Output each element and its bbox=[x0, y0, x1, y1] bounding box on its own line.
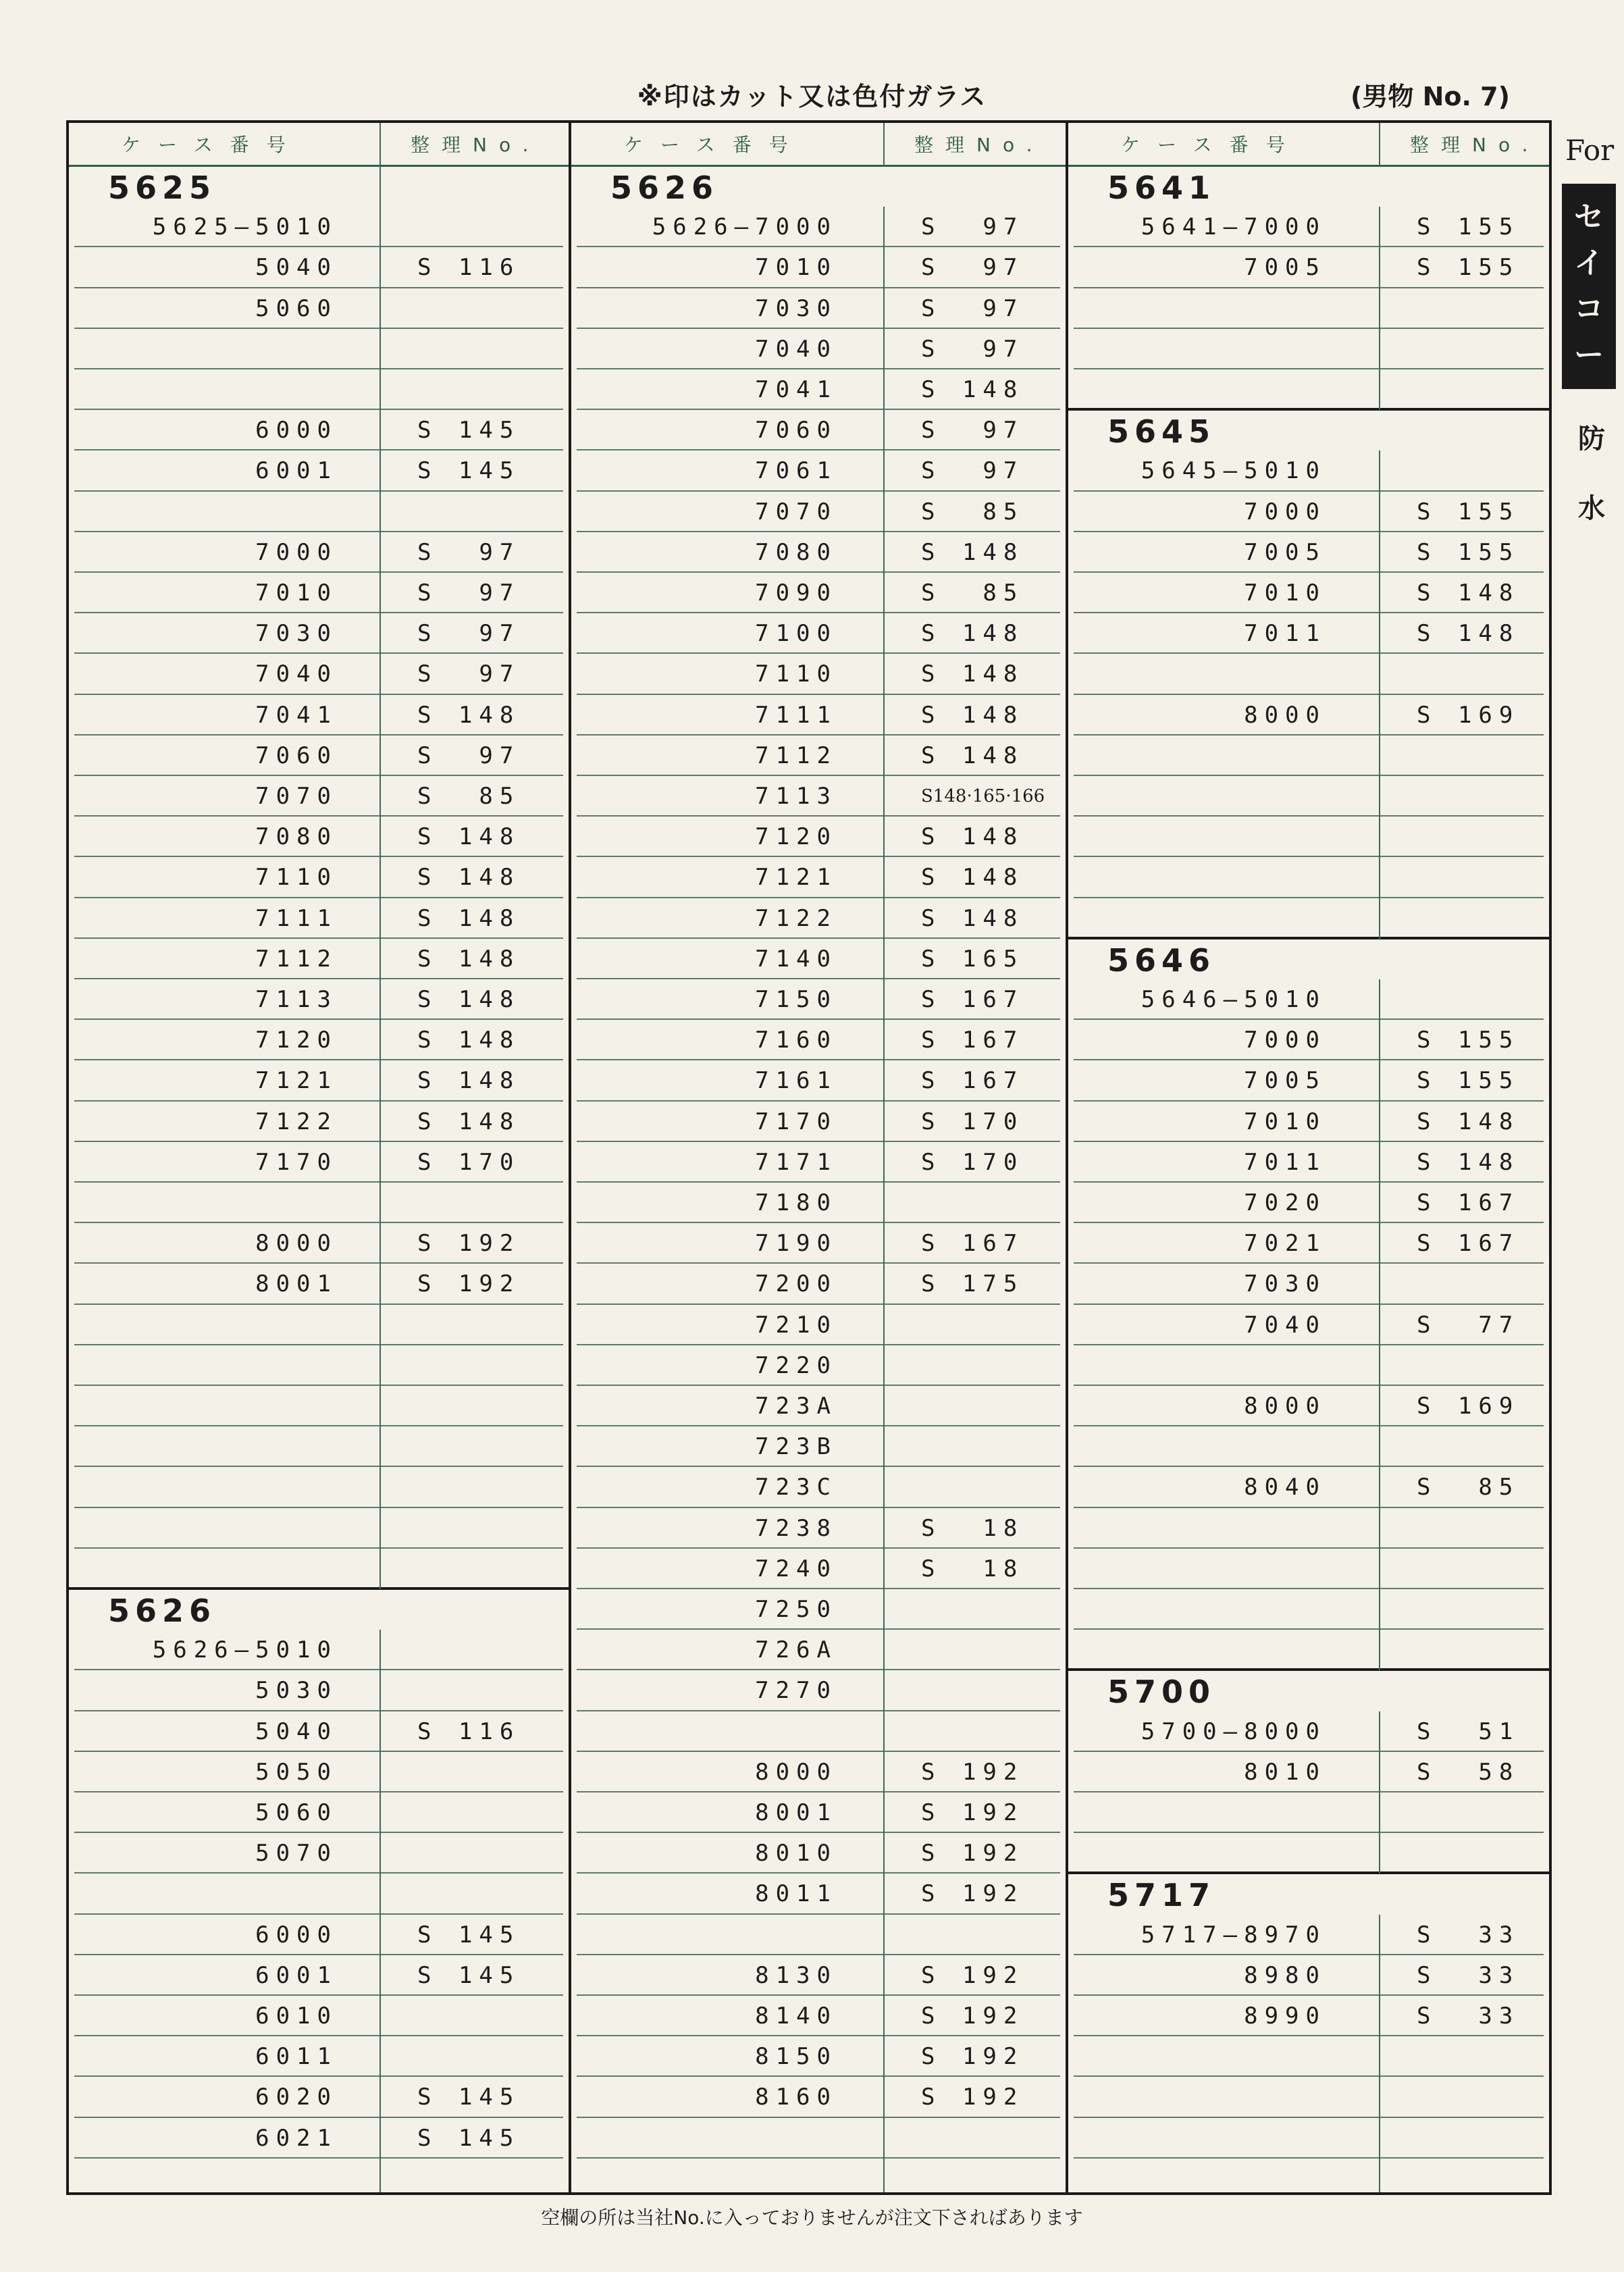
subcolumn-divider bbox=[1379, 207, 1380, 410]
section-divider bbox=[1068, 408, 1549, 411]
case-number: 6001 bbox=[255, 1961, 338, 1989]
ref-number: S 192 bbox=[921, 1840, 1024, 1867]
section-label: 5641 bbox=[1107, 170, 1216, 206]
case-number: 7113 bbox=[755, 783, 837, 810]
case-number: 7220 bbox=[755, 1351, 837, 1379]
side-category bbox=[1578, 417, 1605, 525]
case-number: 5040 bbox=[255, 1718, 338, 1745]
section-label: 5700 bbox=[1107, 1674, 1216, 1711]
row-rule bbox=[1074, 1791, 1544, 1792]
ref-no-header: 整理No. bbox=[1410, 134, 1540, 156]
brand-char: セ bbox=[1574, 200, 1604, 234]
category-char: 防 bbox=[1578, 423, 1605, 455]
row-rule bbox=[1074, 775, 1544, 776]
ref-number: S 148 bbox=[417, 986, 521, 1013]
case-number: 8130 bbox=[755, 1961, 837, 1989]
case-number: 726A bbox=[755, 1636, 837, 1664]
section-label: 5646 bbox=[1107, 941, 1216, 979]
row-rule bbox=[74, 1385, 563, 1386]
case-number: 7180 bbox=[755, 1189, 837, 1216]
ref-number: S 155 bbox=[1417, 498, 1520, 525]
case-number: 8010 bbox=[1244, 1758, 1326, 1786]
ref-no-header: 整理No. bbox=[411, 134, 541, 156]
section-divider bbox=[1068, 1668, 1549, 1671]
row-rule bbox=[74, 2157, 563, 2159]
ref-number: S 148 bbox=[417, 864, 521, 892]
case-number: 5030 bbox=[255, 1677, 338, 1705]
ref-number: S 167 bbox=[921, 1027, 1024, 1054]
subcolumn-divider bbox=[883, 207, 885, 2192]
ref-number: S 170 bbox=[921, 1148, 1024, 1176]
case-number: 7000 bbox=[1244, 1027, 1326, 1054]
case-number: 7111 bbox=[755, 701, 837, 729]
case-number: 7170 bbox=[755, 1108, 837, 1135]
row-rule bbox=[74, 1466, 563, 1467]
ref-number: S 97 bbox=[921, 417, 1024, 444]
case-number: 7171 bbox=[755, 1148, 837, 1176]
row-rule bbox=[1074, 856, 1544, 857]
row-rule bbox=[1074, 1507, 1544, 1508]
case-number: 6010 bbox=[255, 2003, 338, 2030]
subcolumn-divider bbox=[1379, 1711, 1380, 1874]
ref-number: S 148 bbox=[417, 701, 521, 729]
row-rule bbox=[1074, 2035, 1544, 2036]
ref-number: S 33 bbox=[1417, 2003, 1520, 2030]
case-number: 7021 bbox=[1244, 1230, 1326, 1258]
section-label: 5645 bbox=[1107, 413, 1216, 450]
case-number: 7080 bbox=[255, 823, 338, 851]
case-number: 7112 bbox=[255, 945, 338, 973]
ref-number: S 97 bbox=[417, 579, 521, 606]
ref-number: S 167 bbox=[1417, 1230, 1520, 1258]
case-number: 7010 bbox=[755, 254, 837, 282]
row-rule bbox=[74, 1344, 563, 1345]
case-number: 8001 bbox=[755, 1799, 837, 1826]
ref-number: S 148 bbox=[417, 1027, 521, 1054]
side-for-label: For bbox=[1565, 134, 1615, 167]
case-number: 7030 bbox=[1244, 1270, 1326, 1298]
row-rule bbox=[1074, 1344, 1544, 1345]
ref-number: S 18 bbox=[921, 1514, 1024, 1542]
case-number: 5060 bbox=[255, 294, 338, 322]
ref-number: S 58 bbox=[1417, 1758, 1520, 1786]
ref-number: S 145 bbox=[417, 2084, 521, 2111]
case-number: 7120 bbox=[255, 1027, 338, 1054]
footer-note: 空欄の所は当社No.に入っておりませんが注文下さればあります bbox=[541, 2206, 1083, 2229]
ref-number: S 85 bbox=[417, 783, 521, 810]
row-rule bbox=[577, 1710, 1060, 1711]
case-number: 7005 bbox=[1244, 254, 1326, 282]
ref-number: S 97 bbox=[417, 538, 521, 566]
ref-number: S 148 bbox=[921, 620, 1024, 648]
case-no-header: ケース番号 bbox=[122, 134, 303, 156]
ref-number: S 145 bbox=[417, 457, 521, 485]
row-rule bbox=[1074, 328, 1544, 329]
ref-number: S 97 bbox=[921, 457, 1024, 485]
ref-number: S 145 bbox=[417, 1921, 521, 1948]
table-column-2 bbox=[569, 123, 1066, 2192]
subcolumn-divider bbox=[379, 1630, 381, 2192]
row-rule bbox=[1074, 1588, 1544, 1589]
case-number: 7121 bbox=[755, 864, 837, 892]
row-rule bbox=[1074, 1832, 1544, 1833]
row-rule bbox=[1074, 2117, 1544, 2118]
ref-number: S 148 bbox=[1417, 1108, 1520, 1135]
case-number: 7041 bbox=[255, 701, 338, 729]
ref-number: S 148 bbox=[921, 701, 1024, 729]
case-no-header: ケース番号 bbox=[1121, 134, 1303, 156]
case-number: 6000 bbox=[255, 417, 338, 444]
row-rule bbox=[74, 1425, 563, 1426]
brand-char: コ bbox=[1574, 292, 1604, 326]
section-divider bbox=[1068, 1871, 1549, 1874]
case-number: 5626—5010 bbox=[152, 1636, 338, 1664]
case-number: 8000 bbox=[255, 1230, 338, 1258]
ref-number: S 148 bbox=[921, 864, 1024, 892]
case-number: 7200 bbox=[755, 1270, 837, 1298]
row-rule bbox=[74, 1547, 563, 1549]
row-rule bbox=[74, 490, 563, 492]
subcolumn-divider bbox=[1379, 123, 1380, 166]
case-number: 6020 bbox=[255, 2084, 338, 2111]
case-number: 7060 bbox=[755, 417, 837, 444]
row-rule bbox=[74, 1872, 563, 1874]
case-number: 8000 bbox=[1244, 701, 1326, 729]
case-number: 7041 bbox=[755, 376, 837, 403]
case-number: 5641—7000 bbox=[1141, 213, 1326, 241]
row-rule bbox=[1074, 897, 1544, 898]
case-number: 7040 bbox=[1244, 1311, 1326, 1339]
case-number: 7060 bbox=[255, 742, 338, 769]
section-divider bbox=[69, 1587, 569, 1590]
ref-number: S 170 bbox=[417, 1148, 521, 1176]
case-number: 7150 bbox=[755, 986, 837, 1013]
ref-number: S 85 bbox=[921, 498, 1024, 525]
ref-number: S 148 bbox=[1417, 620, 1520, 648]
ref-number: S 167 bbox=[1417, 1189, 1520, 1216]
case-number: 6021 bbox=[255, 2124, 338, 2152]
case-number: 7170 bbox=[255, 1148, 338, 1176]
case-number: 7120 bbox=[755, 823, 837, 851]
ref-number: S 169 bbox=[1417, 701, 1520, 729]
row-rule bbox=[1074, 1547, 1544, 1549]
ref-number: S 155 bbox=[1417, 1027, 1520, 1054]
row-rule bbox=[1074, 1425, 1544, 1426]
parts-table bbox=[66, 120, 1552, 2195]
ref-number: S 192 bbox=[921, 1758, 1024, 1786]
document-label: (男物 No. 7) bbox=[1351, 82, 1510, 111]
ref-number: S 192 bbox=[921, 1799, 1024, 1826]
ref-number: S 148 bbox=[1417, 579, 1520, 606]
case-number: 7010 bbox=[255, 579, 338, 606]
ref-number: S 116 bbox=[417, 1718, 521, 1745]
row-rule bbox=[577, 2117, 1060, 2118]
ref-number: S 169 bbox=[1417, 1393, 1520, 1420]
case-number: 7020 bbox=[1244, 1189, 1326, 1216]
case-number: 7000 bbox=[255, 538, 338, 566]
case-number: 8140 bbox=[755, 2003, 837, 2030]
subcolumn-divider bbox=[1379, 1915, 1380, 2192]
ref-number: S 33 bbox=[1417, 1921, 1520, 1948]
case-number: 5626—7000 bbox=[652, 213, 837, 241]
case-number: 7270 bbox=[755, 1677, 837, 1705]
ref-number: S 51 bbox=[1417, 1718, 1520, 1745]
ref-number: S 192 bbox=[417, 1270, 521, 1298]
ref-number: S 97 bbox=[417, 661, 521, 688]
ref-number: S 155 bbox=[1417, 1067, 1520, 1095]
case-number: 7011 bbox=[1244, 1148, 1326, 1176]
subcolumn-divider bbox=[883, 123, 885, 166]
case-number: 5646—5010 bbox=[1141, 986, 1326, 1013]
case-number: 723A bbox=[755, 1393, 837, 1420]
table-column-3 bbox=[1066, 123, 1549, 2192]
ref-number: S 85 bbox=[1417, 1474, 1520, 1501]
column-header bbox=[69, 123, 569, 167]
row-rule bbox=[1074, 2075, 1544, 2077]
case-number: 7140 bbox=[755, 945, 837, 973]
section-label: 5717 bbox=[1107, 1877, 1216, 1914]
glass-note: ※印はカット又は色付ガラス bbox=[637, 82, 987, 111]
section-label: 5626 bbox=[610, 170, 719, 206]
ref-number: S 148 bbox=[417, 945, 521, 973]
row-rule bbox=[1074, 1628, 1544, 1630]
case-number: 8980 bbox=[1244, 1961, 1326, 1989]
case-number: 5625—5010 bbox=[152, 213, 338, 241]
case-number: 7160 bbox=[755, 1027, 837, 1054]
case-number: 7100 bbox=[755, 620, 837, 648]
case-number: 8011 bbox=[755, 1880, 837, 1908]
case-number: 8150 bbox=[755, 2043, 837, 2071]
ref-no-header: 整理No. bbox=[914, 134, 1045, 156]
ref-number: S 192 bbox=[921, 2084, 1024, 2111]
subcolumn-divider bbox=[1379, 450, 1380, 938]
row-rule bbox=[577, 1913, 1060, 1915]
ref-number: S 148 bbox=[1417, 1148, 1520, 1176]
section-label: 5625 bbox=[108, 170, 217, 206]
case-number: 7005 bbox=[1244, 1067, 1326, 1095]
case-number: 8010 bbox=[755, 1840, 837, 1867]
case-number: 7030 bbox=[755, 294, 837, 322]
ref-number: S 148 bbox=[921, 661, 1024, 688]
case-number: 6000 bbox=[255, 1921, 338, 1948]
ref-number: S 97 bbox=[921, 213, 1024, 241]
case-number: 7110 bbox=[755, 661, 837, 688]
table-column-1 bbox=[69, 123, 569, 2192]
case-number: 5645—5010 bbox=[1141, 457, 1326, 485]
case-number: 7010 bbox=[1244, 579, 1326, 606]
case-number: 7121 bbox=[255, 1067, 338, 1095]
case-number: 5050 bbox=[255, 1758, 338, 1786]
case-number: 5700—8000 bbox=[1141, 1718, 1326, 1745]
ref-number: S 116 bbox=[417, 254, 521, 282]
subcolumn-divider bbox=[1379, 979, 1380, 1670]
case-number: 7040 bbox=[255, 661, 338, 688]
case-number: 7070 bbox=[255, 783, 338, 810]
ref-number: S 148 bbox=[417, 823, 521, 851]
row-rule bbox=[1074, 368, 1544, 369]
row-rule bbox=[74, 1303, 563, 1305]
case-number: 8160 bbox=[755, 2084, 837, 2111]
ref-number: S 148 bbox=[921, 823, 1024, 851]
case-number: 7113 bbox=[255, 986, 338, 1013]
brand-char: イ bbox=[1574, 246, 1604, 280]
ref-number: S 145 bbox=[417, 1961, 521, 1989]
ref-number: S 155 bbox=[1417, 254, 1520, 282]
case-number: 7110 bbox=[255, 864, 338, 892]
case-number: 6001 bbox=[255, 457, 338, 485]
case-number: 7010 bbox=[1244, 1108, 1326, 1135]
case-number: 7090 bbox=[755, 579, 837, 606]
case-number: 7111 bbox=[255, 904, 338, 932]
case-number: 7250 bbox=[755, 1596, 837, 1623]
row-rule bbox=[577, 2157, 1060, 2159]
case-number: 7238 bbox=[755, 1514, 837, 1542]
case-number: 7000 bbox=[1244, 498, 1326, 525]
case-number: 5717—8970 bbox=[1141, 1921, 1326, 1948]
row-rule bbox=[1074, 815, 1544, 817]
ref-number: S 97 bbox=[921, 335, 1024, 363]
ref-number: S 170 bbox=[921, 1108, 1024, 1135]
case-number: 7112 bbox=[755, 742, 837, 769]
ref-number: S 192 bbox=[921, 1961, 1024, 1989]
ref-number: S 192 bbox=[417, 1230, 521, 1258]
ref-number: S 77 bbox=[1417, 1311, 1520, 1339]
case-number: 5040 bbox=[255, 254, 338, 282]
ref-number: S 155 bbox=[1417, 538, 1520, 566]
column-header bbox=[571, 123, 1066, 167]
case-number: 8001 bbox=[255, 1270, 338, 1298]
ref-number: S 148 bbox=[921, 904, 1024, 932]
case-number: 8040 bbox=[1244, 1474, 1326, 1501]
ref-number: S 33 bbox=[1417, 1961, 1520, 1989]
case-number: 7210 bbox=[755, 1311, 837, 1339]
row-rule bbox=[1074, 652, 1544, 654]
case-number: 7061 bbox=[755, 457, 837, 485]
case-number: 7080 bbox=[755, 538, 837, 566]
ref-number: S 148 bbox=[921, 742, 1024, 769]
case-number: 5070 bbox=[255, 1840, 338, 1867]
ref-number: S 97 bbox=[921, 294, 1024, 322]
side-brand-tab bbox=[1562, 184, 1616, 389]
case-number: 7122 bbox=[255, 1108, 338, 1135]
ref-number: S 148 bbox=[921, 376, 1024, 403]
row-rule bbox=[74, 1507, 563, 1508]
ref-number: S 145 bbox=[417, 2124, 521, 2152]
ref-number: S 167 bbox=[921, 986, 1024, 1013]
ref-number: S 192 bbox=[921, 1880, 1024, 1908]
ref-number: S 167 bbox=[921, 1230, 1024, 1258]
ref-number: S 175 bbox=[921, 1270, 1024, 1298]
ref-number: S 145 bbox=[417, 417, 521, 444]
case-number: 8990 bbox=[1244, 2003, 1326, 2030]
ref-number: S 148 bbox=[417, 1108, 521, 1135]
row-rule bbox=[74, 368, 563, 369]
case-number: 7011 bbox=[1244, 620, 1326, 648]
ref-number: S148·165·166 bbox=[921, 786, 1045, 806]
brand-char: ー bbox=[1574, 338, 1604, 372]
case-no-header: ケース番号 bbox=[624, 134, 806, 156]
case-number: 7161 bbox=[755, 1067, 837, 1095]
row-rule bbox=[1074, 734, 1544, 735]
ref-number: S 85 bbox=[921, 579, 1024, 606]
case-number: 7190 bbox=[755, 1230, 837, 1258]
case-number: 6011 bbox=[255, 2043, 338, 2071]
category-char: 水 bbox=[1578, 493, 1605, 524]
ref-number: S 155 bbox=[1417, 213, 1520, 241]
case-number: 8000 bbox=[1244, 1393, 1326, 1420]
case-number: 7070 bbox=[755, 498, 837, 525]
case-number: 723B bbox=[755, 1433, 837, 1461]
row-rule bbox=[1074, 2157, 1544, 2159]
ref-number: S 97 bbox=[417, 742, 521, 769]
ref-number: S 148 bbox=[921, 538, 1024, 566]
case-number: 5060 bbox=[255, 1799, 338, 1826]
section-divider bbox=[1068, 937, 1549, 939]
ref-number: S 18 bbox=[921, 1555, 1024, 1582]
column-header bbox=[1068, 123, 1549, 167]
section-label: 5626 bbox=[108, 1593, 217, 1629]
case-number: 8000 bbox=[755, 1758, 837, 1786]
ref-number: S 165 bbox=[921, 945, 1024, 973]
ref-number: S 148 bbox=[417, 1067, 521, 1095]
ref-number: S 97 bbox=[417, 620, 521, 648]
row-rule bbox=[1074, 287, 1544, 288]
row-rule bbox=[74, 328, 563, 329]
case-number: 7005 bbox=[1244, 538, 1326, 566]
ref-number: S 167 bbox=[921, 1067, 1024, 1095]
ref-number: S 97 bbox=[921, 254, 1024, 282]
case-number: 723C bbox=[755, 1474, 837, 1501]
case-number: 7030 bbox=[255, 620, 338, 648]
case-number: 7040 bbox=[755, 335, 837, 363]
case-number: 7240 bbox=[755, 1555, 837, 1582]
row-rule bbox=[74, 1181, 563, 1183]
ref-number: S 148 bbox=[417, 904, 521, 932]
subcolumn-divider bbox=[379, 123, 381, 1589]
ref-number: S 192 bbox=[921, 2043, 1024, 2071]
ref-number: S 192 bbox=[921, 2003, 1024, 2030]
case-number: 7122 bbox=[755, 904, 837, 932]
